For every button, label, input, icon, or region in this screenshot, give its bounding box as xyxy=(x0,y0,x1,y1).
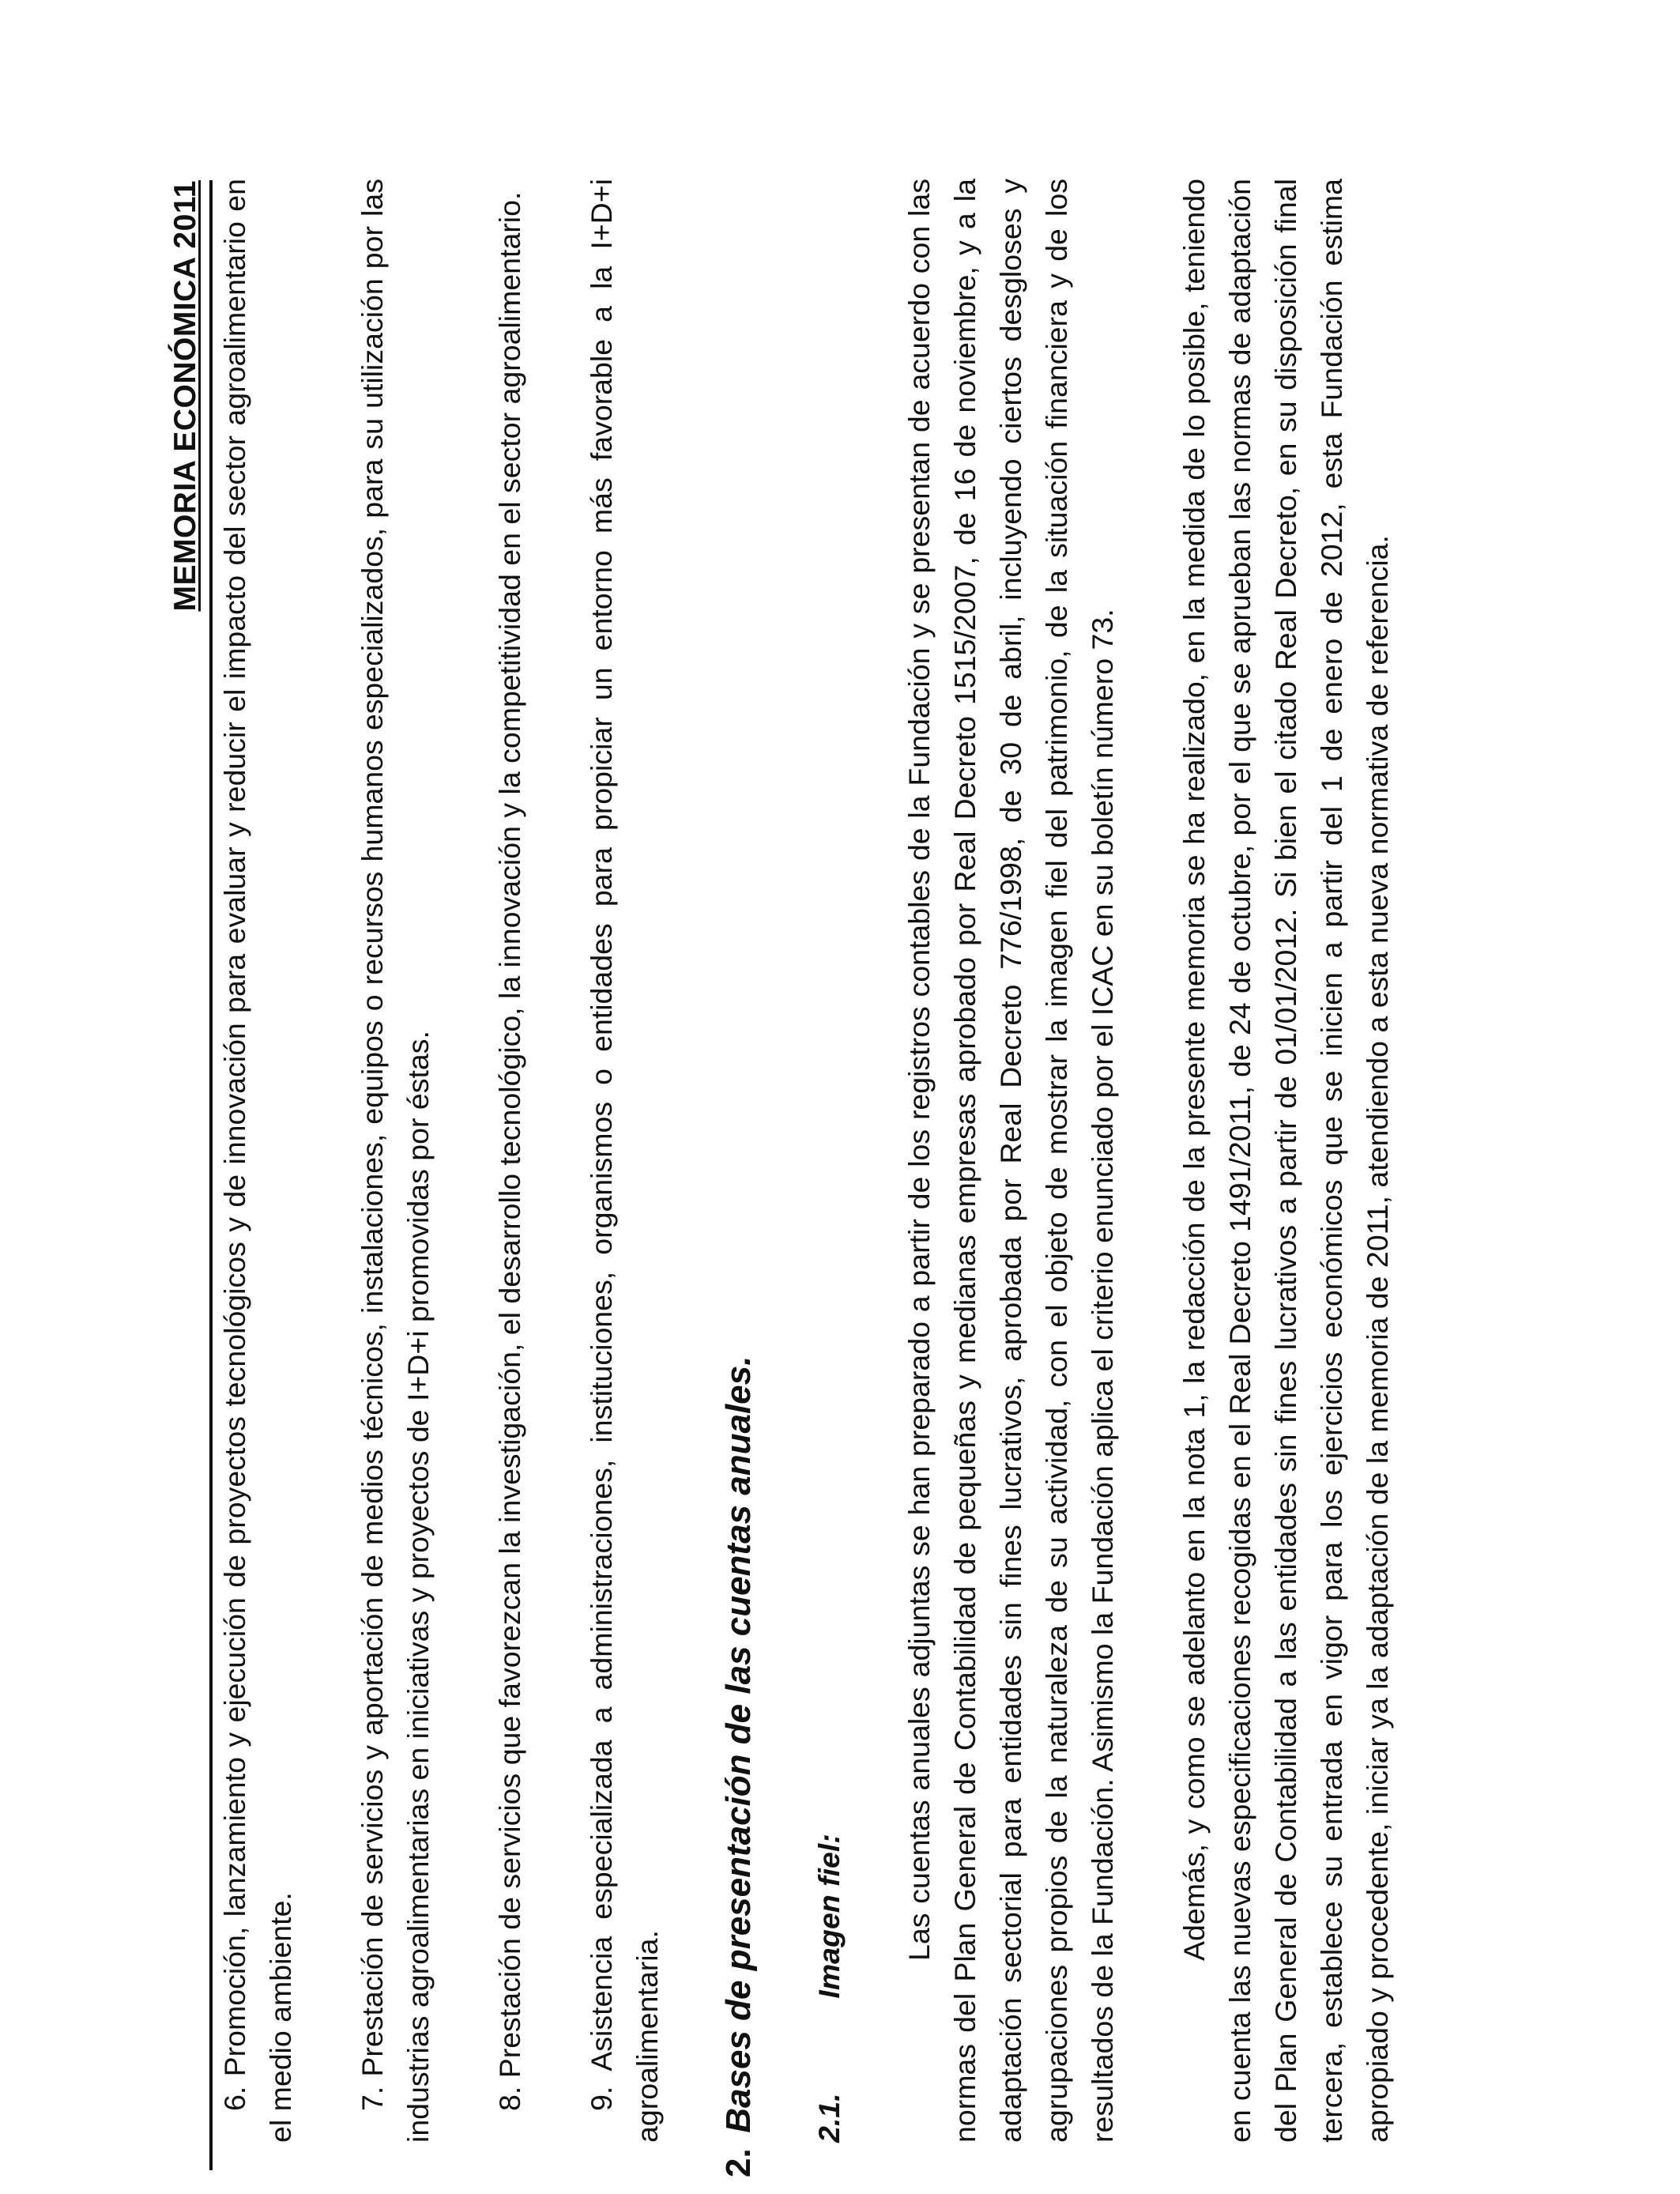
section-heading xyxy=(716,179,762,2177)
section-number: 2. xyxy=(719,2148,758,2177)
section-title-text: Bases de presentación de las cuentas anuales. xyxy=(719,1355,758,2133)
list-item: 7. Prestación de servicios y aportación de medios técnicos, instalaciones, equipos o recursos humanos especializados, para su utilización por las industrias agroalimentarias en iniciativas y proyectos de I+D+i promovidas por éstas. xyxy=(356,179,435,2143)
subsection-title-text: Imagen fiel: xyxy=(812,1834,846,1999)
list-item: 6. Promoción, lanzamiento y ejecución de proyectos tecnológicos y de innovación para evaluar y reducir el impacto del sector agroalimentario en el medio ambiente. xyxy=(218,179,297,2143)
page-content xyxy=(212,179,1446,2177)
list-item: 8. Prestación de servicios que favorezcan la investigación, el desarrollo tecnológico, la innovación y la competitividad en el sector agroalimentario. xyxy=(493,191,526,2111)
list-item: 9. Asistencia especializada a administraciones, instituciones, organismos o entidades para propiciar un entorno más favorable a la I+D+i agroalimentaria. xyxy=(585,179,664,2143)
body-paragraph: Además, y como se adelanto en la nota 1, la redacción de la presente memoria se ha realizado, en la medida de lo posible, teniendo en cuenta las nuevas especificaciones recogidas en el Real Decreto 1491/2011, de 24 de octubre, por el que se aprueban las normas de adaptación del Plan General de Contabilidad a las entidades sin fines lucrativos a partir de 01/01/2012. Si bien el citado Real Decreto, en su disposición final tercera, establece su entrada en vigor para los ejercicios económicos que se inicien a partir del 1 de enero de 2012, esta Fundación estima apropiado y procedente, iniciar ya la adaptación de la memoria de 2011, atendiendo a esta nueva normativa de referencia. xyxy=(1177,179,1394,2143)
subsection-number: 2.1. xyxy=(812,2093,846,2143)
subsection-heading xyxy=(806,179,852,2143)
body-paragraph: Las cuentas anuales adjuntas se han preparado a partir de los registros contables de la Fundación y se presentan de acuerdo con las normas del Plan General de Contabilidad de pequeñas y medianas empresas aprobado por Real Decreto 1515/2007, de 16 de noviembre, y a la adaptación sectorial para entidades sin fines lucrativos, aprobada por Real Decreto 776/1998, de 30 de abril, incluyendo ciertos desgloses y agrupaciones propios de la naturaleza de su actividad, con el objeto de mostrar la imagen fiel del patrimonio, de la situación financiera y de los resultados de la Fundación. Asimismo la Fundación aplica el criterio enunciado por el ICAC en su boletín número 73. xyxy=(902,179,1119,2143)
page-header xyxy=(154,180,213,2170)
document-title: MEMORIA ECONÓMICA 2011 xyxy=(168,180,202,612)
